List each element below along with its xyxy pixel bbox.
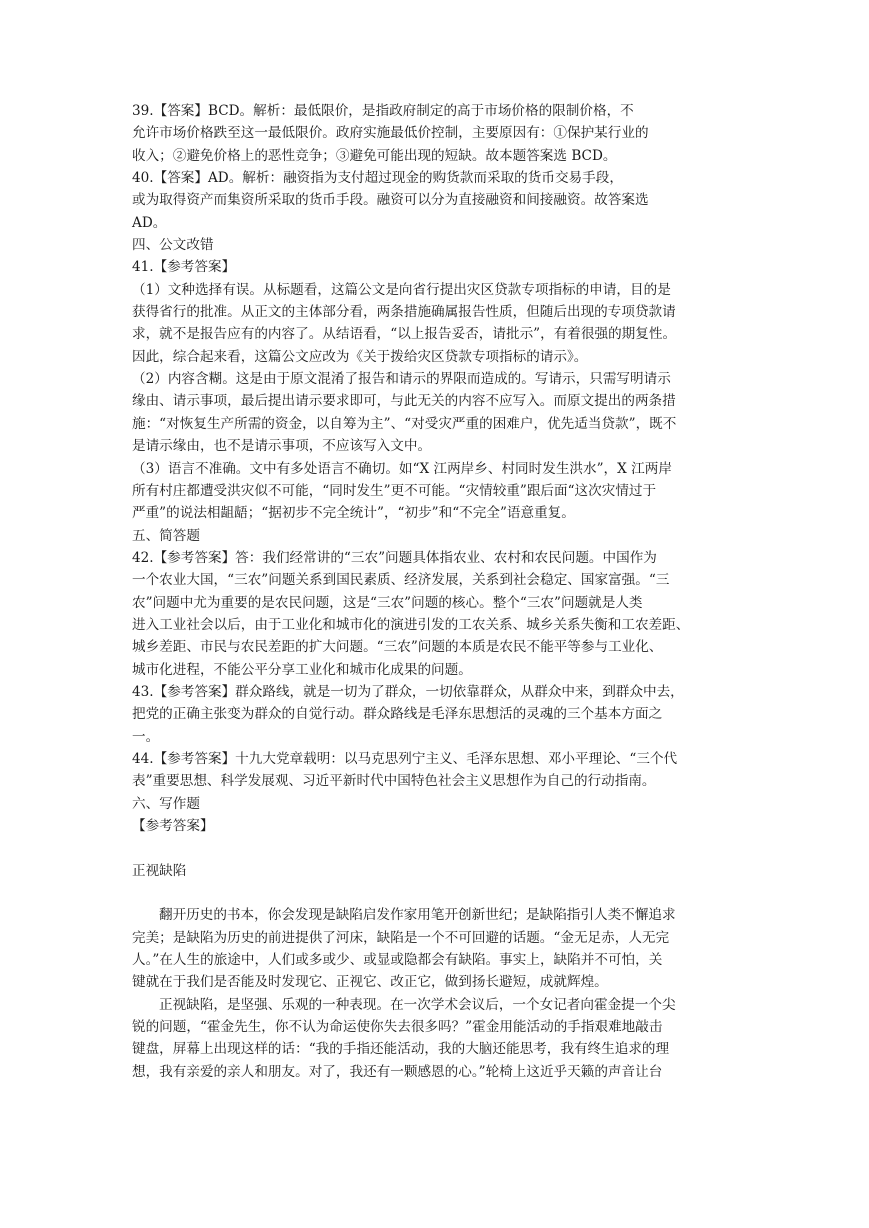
essay-line: 键盘，屏幕上出现这样的话：“我的手指还能活动，我的大脑还能思考，我有终生追求的理 — [132, 1041, 670, 1058]
text-line: 一个农业大国，“三农”问题关系到国民素质、经济发展，关系到社会稳定、国家富强。“三 — [132, 572, 670, 589]
text-line: 进入工业社会以后，由于工业化和城市化的演进引发的工农关系、城乡关系失衡和工农差距、 — [132, 616, 690, 633]
document-page — [132, 100, 744, 1083]
text-line: （1）文种选择有误。从标题看，这篇公文是向省行提出灾区贷款专项指标的申请，目的是 — [132, 281, 671, 298]
text-line: 43.【参考答案】群众路线，就是一切为了群众，一切依靠群众，从群众中来，到群众中去， — [132, 683, 684, 700]
text-line: 获得省行的批准。从正文的主体部分看，两条措施确属报告性质，但随后出现的专项贷款请 — [132, 304, 676, 321]
text-line: 缘由、请示事项，最后提出请示要求即可，与此无关的内容不应写入。而原文提出的两条措 — [132, 393, 676, 410]
essay-line: 正视缺陷，是坚强、乐观的一种表现。在一次学术会议后，一个女记者向霍金提一个尖 — [159, 996, 676, 1013]
text-line: 因此，综合起来看，这篇公文应改为《关于拨给灾区贷款专项指标的请示》。 — [132, 348, 588, 365]
blank-line — [132, 882, 744, 904]
text-line: 44.【参考答案】十九大党章载明：以马克思列宁主义、毛泽东思想、邓小平理论、“三个代 — [132, 750, 678, 767]
text-line: 表”重要思想、科学发展观、习近平新时代中国特色社会主义思想作为自己的行动指南。 — [132, 773, 656, 790]
section-heading: 六、写作题 — [132, 795, 200, 812]
blank-line — [132, 837, 744, 859]
text-line: 城市化进程，不能公平分享工业化和城市化成果的问题。 — [132, 661, 472, 678]
text-line: 一。 — [132, 728, 160, 745]
text-line: 求，就不是报告应有的内容了。从结语看，“以上报告妥否，请批示”，有着很强的期复性。 — [132, 326, 677, 343]
essay-line: 完美；是缺陷为历史的前进提供了河床，缺陷是一个不可回避的话题。“金无足赤，人无完 — [132, 929, 670, 946]
text-line: 所有村庄都遭受洪灾似不可能，“同时发生”更不可能。“灾情较重”跟后面“这次灾情过于 — [132, 482, 657, 499]
essay-line: 想，我有亲爱的亲人和朋友。对了，我还有一颗感恩的心。”轮椅上这近乎天籁的声音让台 — [132, 1063, 663, 1080]
text-line: 41.【参考答案】 — [132, 259, 236, 276]
text-line: 施：“对恢复生产所需的资金，以自筹为主”、“对受灾严重的困难户，优先适当贷款”，既不 — [132, 415, 677, 432]
text-line: 严重”的说法相龃龉；“据初步不完全统计”，“初步”和“不完全”语意重复。 — [132, 505, 575, 522]
essay-line: 键就在于我们是否能及时发现它、正视它、改正它，做到扬长避短，成就辉煌。 — [132, 974, 608, 991]
text-line: 或为取得资产而集资所采取的货币手段。融资可以分为直接融资和间接融资。故答案选 — [132, 192, 649, 209]
text-line: 收入；②避免价格上的恶性竞争；③避免可能出现的短缺。故本题答案选 BCD。 — [132, 147, 617, 164]
text-line: 把党的正确主张变为群众的自觉行动。群众路线是毛泽东思想活的灵魂的三个基本方面之 — [132, 706, 663, 723]
text-line: （2）内容含糊。这是由于原文混淆了报告和请示的界限而造成的。写请示，只需写明请示 — [132, 371, 671, 388]
text-line: 是请示缘由，也不是请示事项，不应该写入文中。 — [132, 438, 432, 455]
section-heading: 四、公文改错 — [132, 237, 214, 254]
essay-title: 正视缺陷 — [132, 862, 187, 879]
text-line: （3）语言不准确。文中有多处语言不确切。如“X 江两岸乡、村同时发生洪水”，X 江两岸 — [132, 460, 672, 477]
text-line: 42.【参考答案】答：我们经常讲的“三农”问题具体指农业、农村和农民问题。中国作为 — [132, 549, 657, 566]
text-line: 农”问题中尤为重要的是农民问题，这是“三农”问题的核心。整个“三农”问题就是人类 — [132, 594, 643, 611]
text-line: 【参考答案】 — [132, 818, 214, 834]
text-line: AD。 — [132, 214, 167, 231]
essay-line: 锐的问题，“霍金先生，你不认为命运使你失去很多吗？”霍金用能活动的手指艰难地敲击 — [132, 1019, 663, 1036]
text-line: 允许市场价格跌至这一最低限价。政府实施最低价控制，主要原因有：①保护某行业的 — [132, 125, 649, 142]
essay-line: 人。”在人生的旅途中，人们或多或少、或显或隐都会有缺陷。事实上，缺陷并不可怕，关 — [132, 952, 663, 969]
text-line: 40.【答案】AD。解析：融资指为支付超过现金的购货款而采取的货币交易手段， — [132, 170, 623, 187]
essay-line: 翻开历史的书本，你会发现是缺陷启发作家用笔开创新世纪；是缺陷指引人类不懈追求 — [159, 907, 676, 924]
section-heading: 五、简答题 — [132, 527, 200, 544]
text-line: 城乡差距、市民与农民差距的扩大问题。“三农”问题的本质是农民不能平等参与工业化、 — [132, 639, 663, 656]
text-line: 39.【答案】BCD。解析：最低限价，是指政府制定的高于市场价格的限制价格，不 — [132, 103, 634, 119]
